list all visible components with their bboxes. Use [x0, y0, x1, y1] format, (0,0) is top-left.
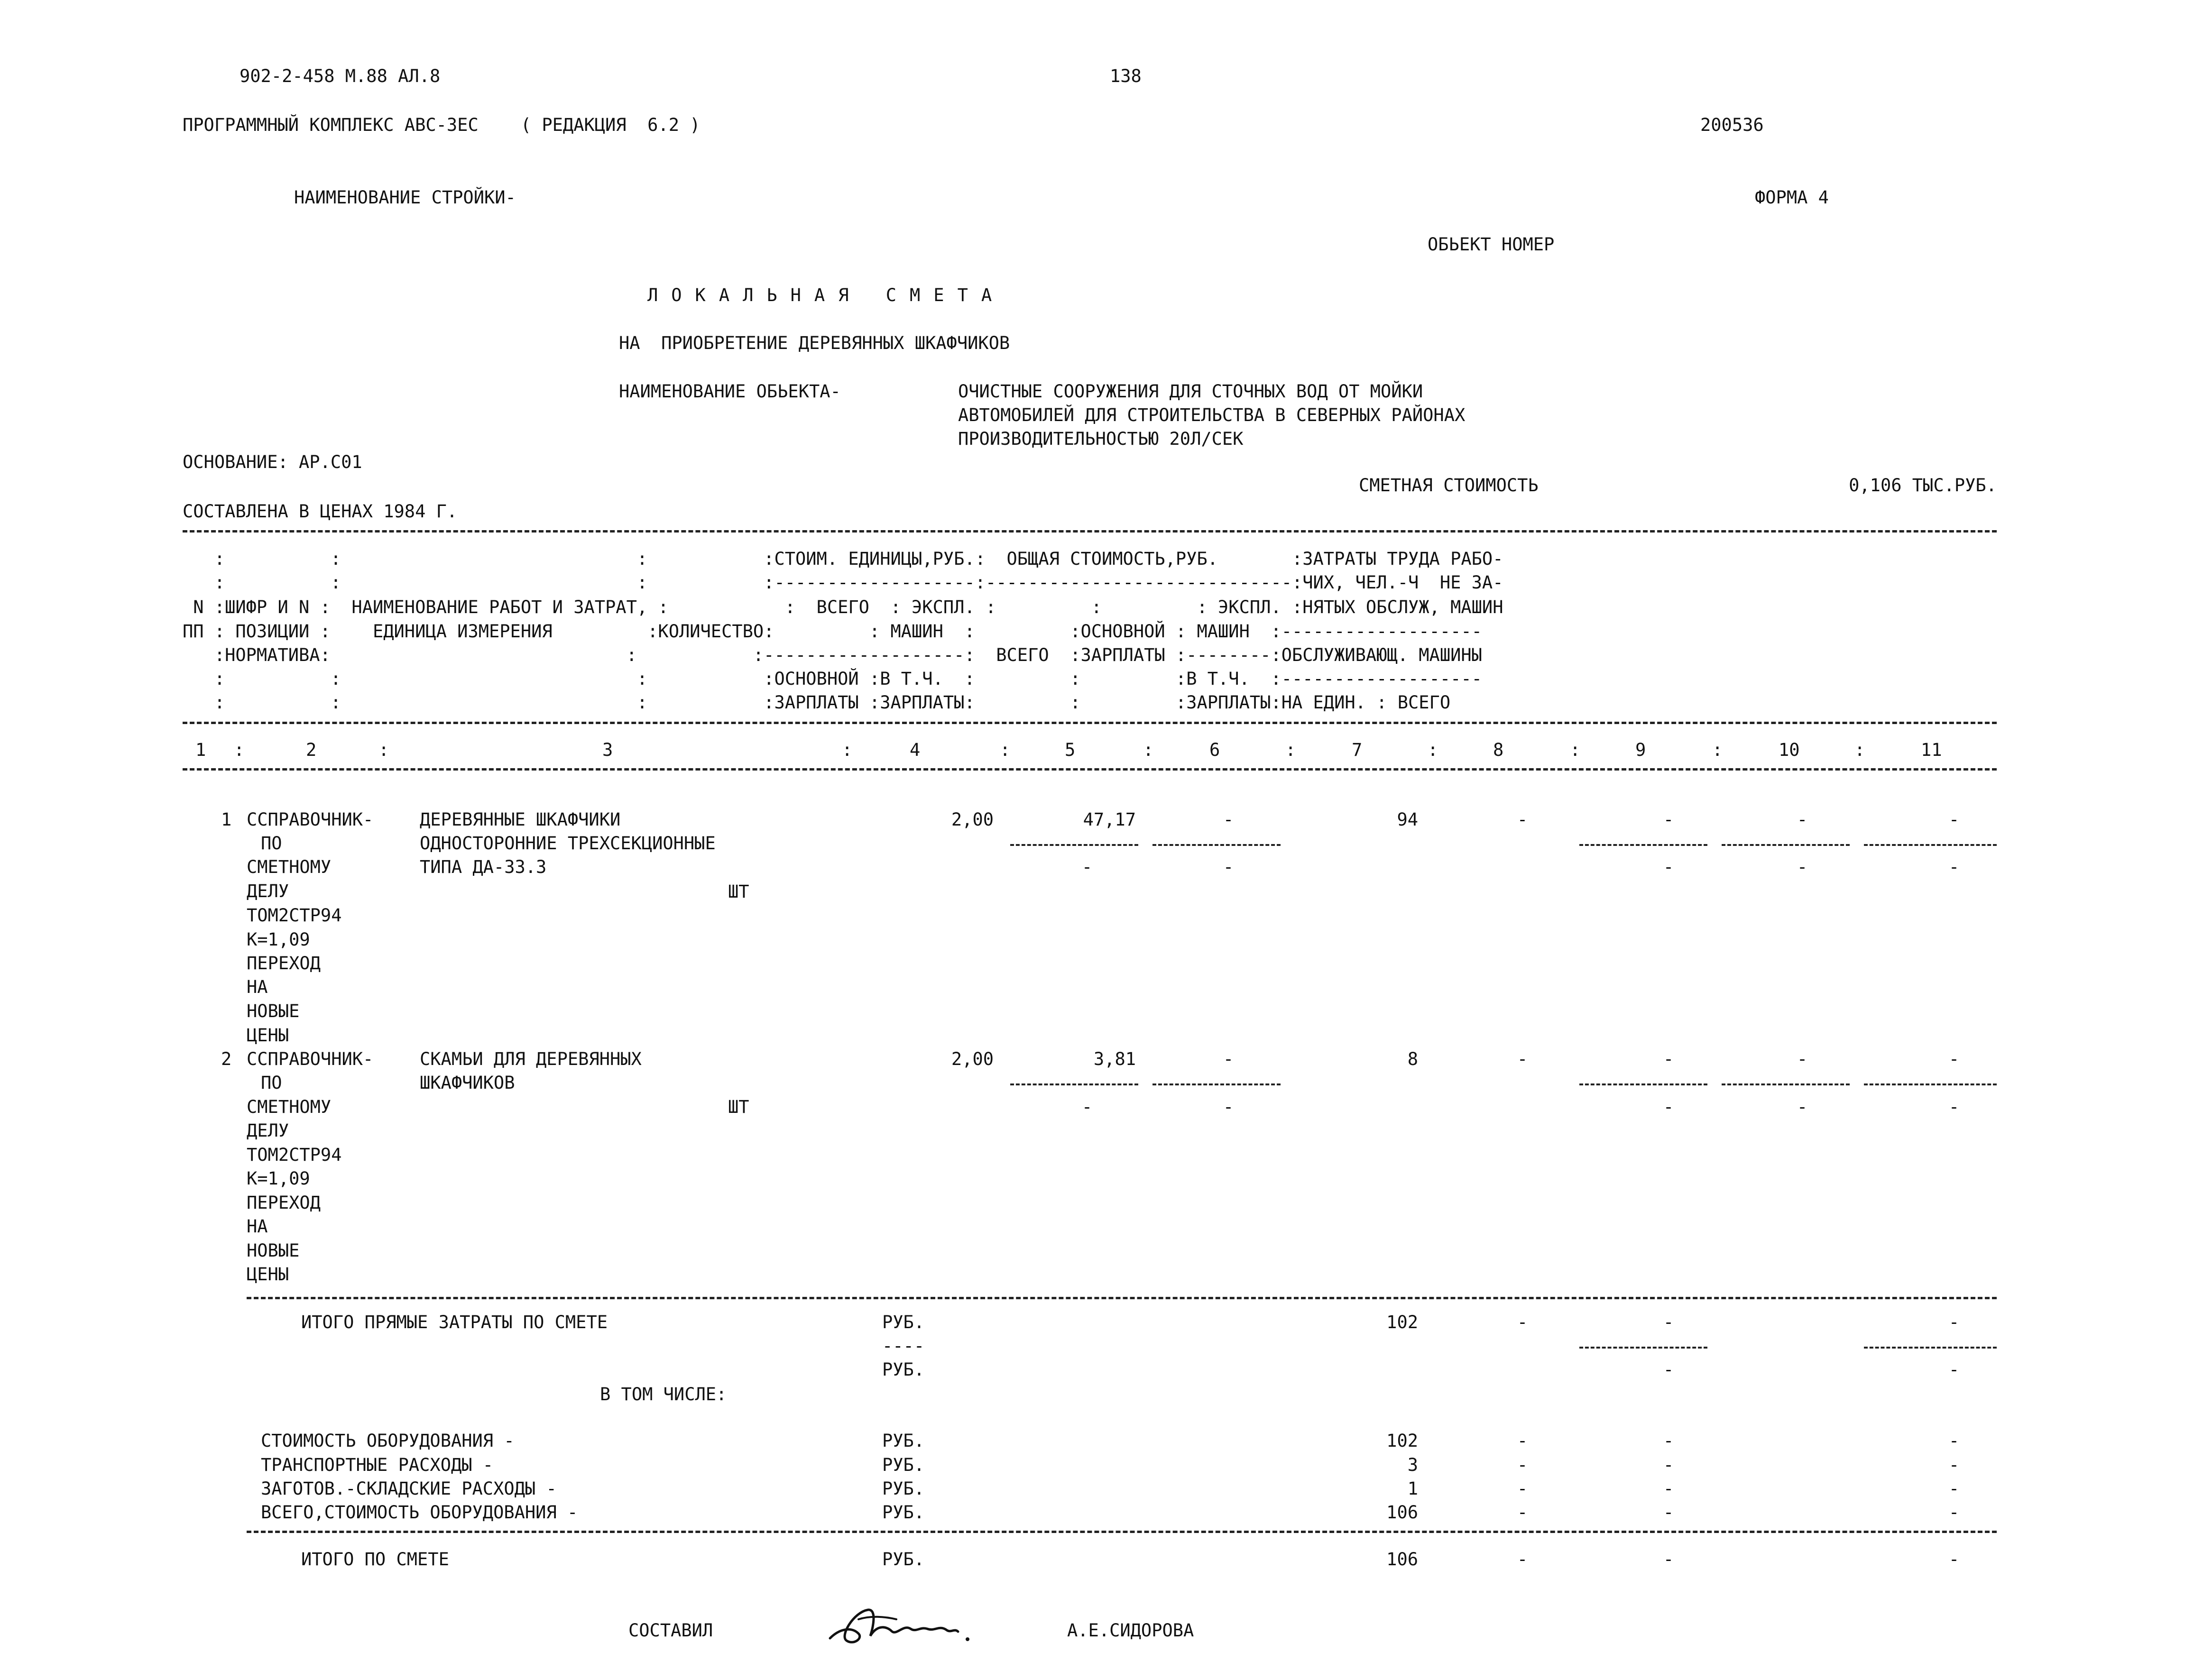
page-number: 138: [1110, 66, 1142, 86]
table-rule-numbers: [183, 768, 1997, 771]
cell-divider: [1579, 844, 1707, 846]
estimated-cost-label: СМЕТНАЯ СТОИМОСТЬ: [1359, 475, 1539, 496]
cell-divider: [1010, 844, 1138, 846]
item-code-line: ПЕРЕХОД: [247, 1193, 321, 1213]
direct-costs-unit: РУБ.: [882, 1312, 925, 1332]
item-machine-wage: -: [1663, 857, 1674, 877]
item-quantity: 2,00: [951, 809, 994, 830]
final-totals-rule: [247, 1531, 1997, 1533]
document-number: 200536: [1700, 115, 1764, 135]
form-number: ФОРМА 4: [1755, 187, 1829, 208]
item-code-line: СМЕТНОМУ: [247, 1097, 332, 1117]
item-unit-machine-cost: -: [1223, 809, 1234, 830]
cell-divider: [1579, 1347, 1707, 1349]
direct-costs-machine: -: [1663, 1312, 1674, 1332]
breakdown-label: ВСЕГО,СТОИМОСТЬ ОБОРУДОВАНИЯ -: [261, 1502, 578, 1523]
final-total-dash: -: [1948, 1549, 1960, 1570]
item-code-line: К=1,09: [247, 1168, 310, 1189]
cell-divider: [1152, 1083, 1281, 1085]
breakdown-dash: -: [1517, 1478, 1528, 1499]
item-unit-machine-wage: -: [1223, 1097, 1234, 1117]
breakdown-value: 102: [1386, 1431, 1418, 1451]
table-header-line-5: :НОРМАТИВА: : :-------------------: ВСЕГО :ЗАРПЛАТЫ :--------:ОБСЛУЖИВАЮЩ. МАШИНЫ: [183, 645, 1482, 665]
item-unit-cost-total: 3,81: [1093, 1049, 1136, 1069]
price-basis: СОСТАВЛЕНА В ЦЕНАХ 1984 Г.: [183, 501, 458, 522]
final-total-unit: РУБ.: [882, 1549, 925, 1570]
item-labor-total-2: -: [1948, 1097, 1960, 1117]
compiler-name: А.Е.СИДОРОВА: [1067, 1620, 1194, 1641]
item-code-line: ДЕЛУ: [247, 881, 289, 901]
item-total-cost: 94: [1397, 809, 1418, 830]
column-separator: :: [234, 740, 245, 760]
column-number: 5: [1065, 740, 1076, 760]
handwritten-signature: [825, 1600, 996, 1652]
cell-divider: [1722, 844, 1850, 846]
column-number: 4: [910, 740, 921, 760]
item-quantity: 2,00: [951, 1049, 994, 1069]
final-total-value: 106: [1386, 1549, 1418, 1570]
column-separator: :: [1000, 740, 1011, 760]
column-separator: :: [1854, 740, 1865, 760]
breakdown-value: 106: [1386, 1502, 1418, 1523]
item-unit-cost-total: 47,17: [1083, 809, 1136, 830]
item-name-line: ШКАФЧИКОВ: [420, 1073, 515, 1093]
direct-costs-unit: РУБ.: [882, 1359, 925, 1380]
item-code-line: ДЕЛУ: [247, 1120, 289, 1141]
item-code-line: ПО: [261, 833, 282, 854]
item-code-line: ССПРАВОЧНИК-: [247, 809, 374, 830]
object-name-line-2: АВТОМОБИЛЕЙ ДЛЯ СТРОИТЕЛЬСТВА В СЕВЕРНЫХ РАЙОНАХ: [958, 405, 1466, 425]
column-separator: :: [1143, 740, 1154, 760]
object-name-line-1: ОЧИСТНЫЕ СООРУЖЕНИЯ ДЛЯ СТОЧНЫХ ВОД ОТ МОЙКИ: [958, 381, 1423, 402]
column-separator: :: [378, 740, 389, 760]
breakdown-dash: -: [1517, 1431, 1528, 1451]
table-header-line-2: : : : :-------------------:-----------------------------:ЧИХ, ЧЕЛ.-Ч НЕ ЗА-: [183, 572, 1503, 593]
breakdown-dash: -: [1663, 1455, 1674, 1475]
item-code-line: НА: [247, 977, 268, 997]
column-number: 8: [1493, 740, 1504, 760]
breakdown-label: ТРАНСПОРТНЫЕ РАСХОДЫ -: [261, 1455, 494, 1475]
construction-name-label: НАИМЕНОВАНИЕ СТРОЙКИ-: [294, 187, 516, 208]
basis: ОСНОВАНИЕ: АР.С01: [183, 452, 362, 472]
item-labor-unit-2: -: [1797, 857, 1808, 877]
item-unit-machine-wage: -: [1223, 857, 1234, 877]
breakdown-dash: -: [1663, 1502, 1674, 1523]
item-code-line: К=1,09: [247, 929, 310, 950]
column-number: 3: [602, 740, 613, 760]
column-separator: :: [1712, 740, 1723, 760]
totals-rule: [247, 1297, 1997, 1299]
direct-costs-label: ИТОГО ПРЯМЫЕ ЗАТРАТЫ ПО СМЕТЕ: [301, 1312, 608, 1332]
item-labor-total-2: -: [1948, 857, 1960, 877]
breakdown-dash: -: [1663, 1431, 1674, 1451]
item-unit-machine-cost: -: [1223, 1049, 1234, 1069]
table-header-line-3: N :ШИФР И N : НАИМЕНОВАНИЕ РАБОТ И ЗАТРАТ, : : ВСЕГО : ЭКСПЛ. : : : ЭКСПЛ. :НЯТЫХ ОБСЛУЖ, МАШИН: [183, 597, 1503, 617]
item-number: 1: [221, 809, 232, 830]
item-labor-unit: -: [1797, 1049, 1808, 1069]
column-number: 7: [1352, 740, 1363, 760]
column-number: 2: [306, 740, 317, 760]
breakdown-dash: -: [1948, 1431, 1960, 1451]
breakdown-unit: РУБ.: [882, 1431, 925, 1451]
item-labor-total: -: [1948, 1049, 1960, 1069]
table-rule-header: [183, 722, 1997, 724]
breakdown-value: 3: [1407, 1455, 1418, 1475]
table-header-line-1: : : : :СТОИМ. ЕДИНИЦЫ,РУБ.: ОБЩАЯ СТОИМОСТЬ,РУБ. :ЗАТРАТЫ ТРУДА РАБО-: [183, 549, 1503, 569]
item-name-line: ТИПА ДА-33.3: [420, 857, 547, 877]
direct-costs-machine-wage: -: [1663, 1359, 1674, 1380]
item-code-line: НОВЫЕ: [247, 1240, 300, 1261]
item-unit-basic-wage: -: [1081, 857, 1093, 877]
breakdown-dash: -: [1517, 1455, 1528, 1475]
breakdown-dash: -: [1517, 1502, 1528, 1523]
breakdown-dash: -: [1948, 1502, 1960, 1523]
cell-divider: [1010, 1083, 1138, 1085]
item-code-line: ТОМ2СТР94: [247, 1145, 342, 1165]
direct-costs-unit-dashes: ----: [882, 1336, 925, 1356]
cell-divider: [1864, 1347, 1997, 1349]
final-total-label: ИТОГО ПО СМЕТЕ: [301, 1549, 449, 1570]
table-header-line-7: : : : :ЗАРПЛАТЫ :ЗАРПЛАТЫ: : :ЗАРПЛАТЫ:НА ЕДИН. : ВСЕГО: [183, 692, 1451, 713]
cell-divider: [1864, 844, 1997, 846]
item-code-line: ПО: [261, 1073, 282, 1093]
cell-divider: [1722, 1083, 1850, 1085]
item-code-line: СМЕТНОМУ: [247, 857, 332, 877]
item-unit: ШТ: [728, 1097, 749, 1117]
breakdown-unit: РУБ.: [882, 1455, 925, 1475]
table-header-line-6: : : : :ОСНОВНОЙ :В Т.Ч. : : :В Т.Ч. :-------------------: [183, 669, 1482, 689]
item-unit-basic-wage: -: [1081, 1097, 1093, 1117]
column-separator: :: [1428, 740, 1438, 760]
item-name-line: СКАМЬИ ДЛЯ ДЕРЕВЯННЫХ: [420, 1049, 642, 1069]
estimate-purpose: НА ПРИОБРЕТЕНИЕ ДЕРЕВЯННЫХ ШКАФЧИКОВ: [619, 333, 1010, 353]
item-code-line: ТОМ2СТР94: [247, 905, 342, 926]
item-code-line: ССПРАВОЧНИК-: [247, 1049, 374, 1069]
table-header-line-4: ПП : ПОЗИЦИИ : ЕДИНИЦА ИЗМЕРЕНИЯ :КОЛИЧЕСТВО: : МАШИН : :ОСНОВНОЙ : МАШИН :-------------------: [183, 621, 1482, 642]
table-rule-top: [183, 530, 1997, 532]
cell-divider: [1864, 1083, 1997, 1085]
column-separator: :: [1570, 740, 1581, 760]
column-number: 6: [1209, 740, 1220, 760]
item-labor-total: -: [1948, 809, 1960, 830]
program-name: ПРОГРАММНЫЙ КОМПЛЕКС АВС-3ЕС ( РЕДАКЦИЯ 6.2 ): [183, 115, 701, 135]
cell-divider: [1152, 844, 1281, 846]
breakdown-dash: -: [1948, 1478, 1960, 1499]
item-code-line: ПЕРЕХОД: [247, 953, 321, 973]
item-labor-unit: -: [1797, 809, 1808, 830]
item-basic-wage: -: [1517, 809, 1528, 830]
breakdown-unit: РУБ.: [882, 1478, 925, 1499]
direct-costs-basic-wage: -: [1517, 1312, 1528, 1332]
final-total-dash: -: [1663, 1549, 1674, 1570]
object-name-label: НАИМЕНОВАНИЕ ОБЬЕКТА-: [619, 381, 841, 402]
item-number: 2: [221, 1049, 232, 1069]
breakdown-value: 1: [1407, 1478, 1418, 1499]
cell-divider: [1579, 1083, 1707, 1085]
item-name-line: ОДНОСТОРОННИЕ ТРЕХСЕКЦИОННЫЕ: [420, 833, 716, 854]
estimate-title: ЛОКАЛЬНАЯ СМЕТА: [647, 285, 1005, 305]
item-total-cost: 8: [1407, 1049, 1418, 1069]
estimated-cost-value: 0,106 ТЫС.РУБ.: [1849, 475, 1997, 496]
column-number: 9: [1635, 740, 1646, 760]
object-name-line-3: ПРОИЗВОДИТЕЛЬНОСТЬЮ 20Л/СЕК: [958, 429, 1244, 449]
column-number: 1: [195, 740, 206, 760]
item-code-line: НОВЫЕ: [247, 1001, 300, 1021]
breakdown-unit: РУБ.: [882, 1502, 925, 1523]
object-number-label: ОБЬЕКТ НОМЕР: [1428, 234, 1555, 255]
item-machine-cost: -: [1663, 809, 1674, 830]
breakdown-dash: -: [1948, 1455, 1960, 1475]
column-number: 11: [1921, 740, 1942, 760]
column-number: 10: [1779, 740, 1800, 760]
column-separator: :: [842, 740, 853, 760]
item-unit: ШТ: [728, 881, 749, 902]
item-code-line: ЦЕНЫ: [247, 1264, 289, 1285]
including-label: В ТОМ ЧИСЛЕ:: [600, 1384, 727, 1405]
final-total-dash: -: [1517, 1549, 1528, 1570]
breakdown-label: ЗАГОТОВ.-СКЛАДСКИЕ РАСХОДЫ -: [261, 1478, 557, 1499]
item-labor-unit-2: -: [1797, 1097, 1808, 1117]
item-basic-wage: -: [1517, 1049, 1528, 1069]
item-name-line: ДЕРЕВЯННЫЕ ШКАФЧИКИ: [420, 809, 621, 830]
item-machine-wage: -: [1663, 1097, 1674, 1117]
item-machine-cost: -: [1663, 1049, 1674, 1069]
column-separator: :: [1285, 740, 1296, 760]
item-code-line: НА: [247, 1216, 268, 1237]
breakdown-dash: -: [1663, 1478, 1674, 1499]
breakdown-label: СТОИМОСТЬ ОБОРУДОВАНИЯ -: [261, 1431, 515, 1451]
item-code-line: ЦЕНЫ: [247, 1025, 289, 1046]
document-code: 902-2-458 М.88 АЛ.8: [240, 66, 441, 86]
compiled-by-label: СОСТАВИЛ: [628, 1620, 713, 1641]
direct-costs-total: 102: [1386, 1312, 1418, 1332]
direct-costs-labor: -: [1948, 1312, 1960, 1332]
direct-costs-labor-2: -: [1948, 1359, 1960, 1380]
